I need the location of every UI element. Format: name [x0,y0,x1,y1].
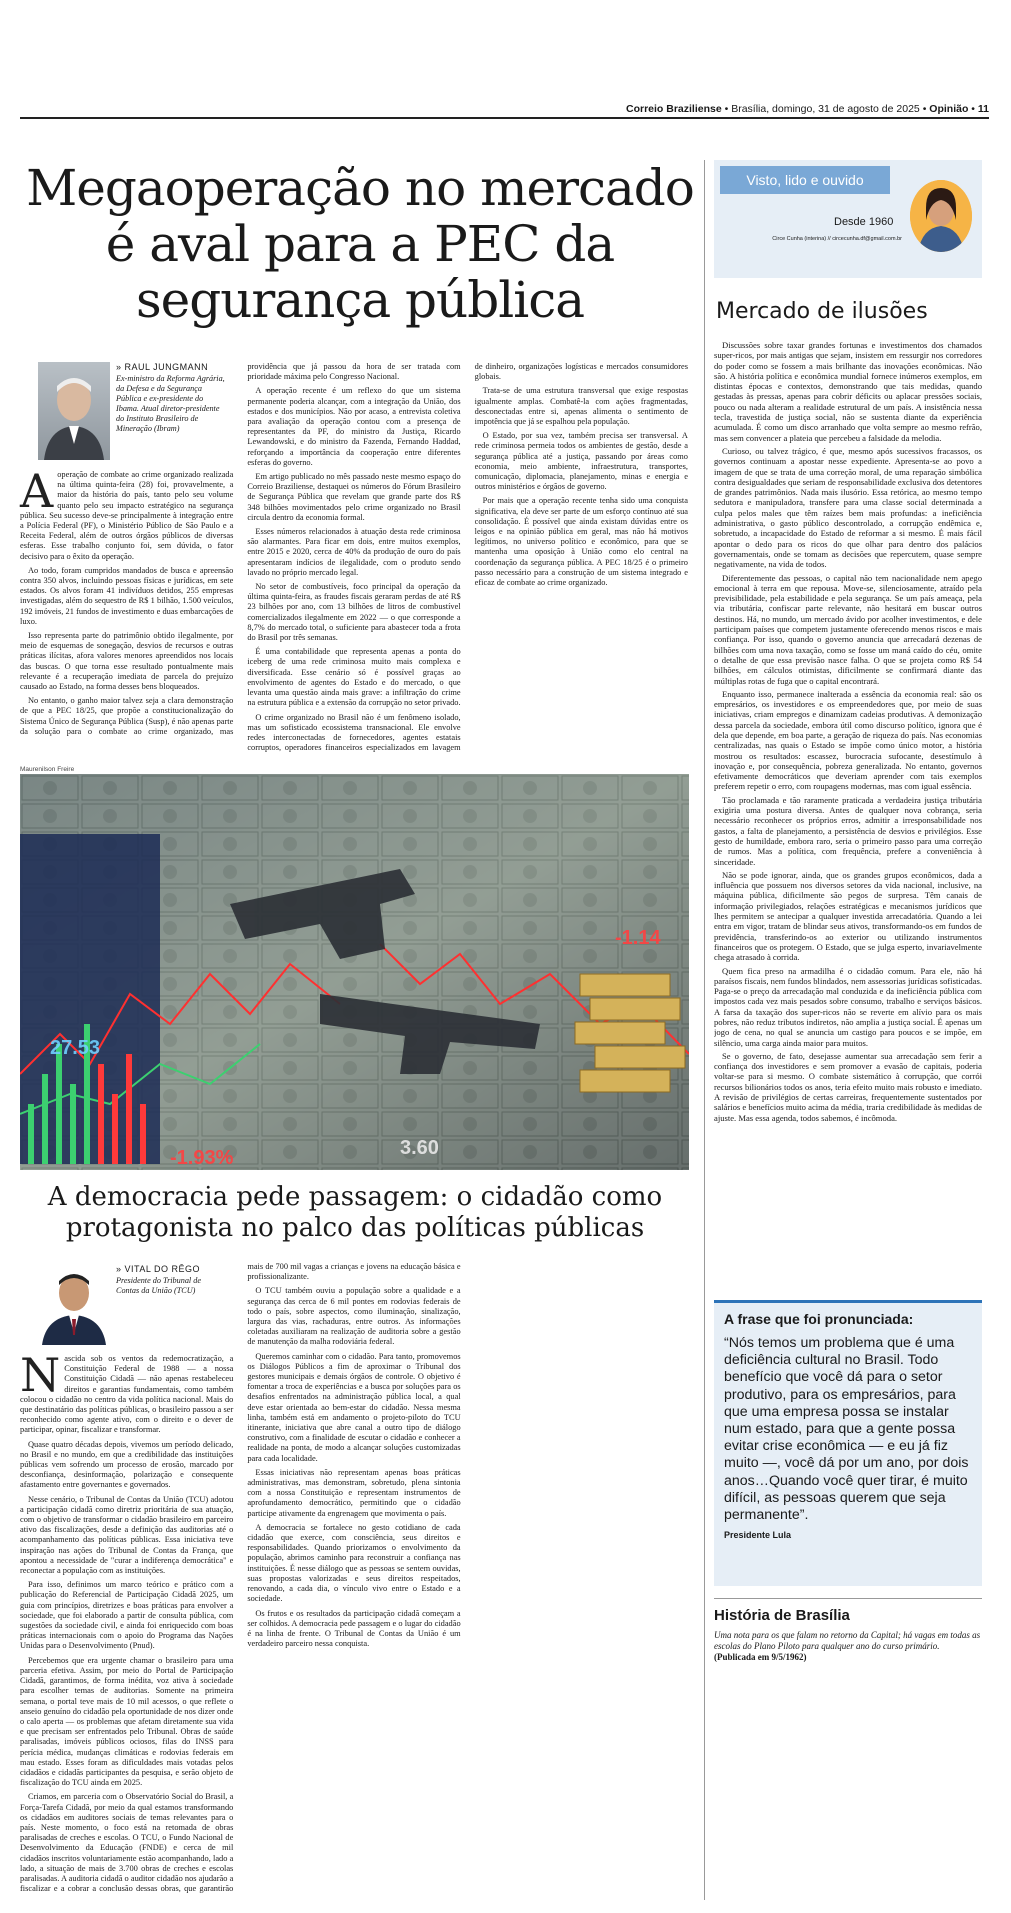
author-name: » VITAL DO RÊGO [116,1264,201,1274]
svg-text:3.60: 3.60 [400,1137,439,1159]
paragraph: Esses números relacionados à atuação desta rede criminosa são alarmantes. Para ficar em dois, entre muitos exemplos, entre 2015 e 2020, cerca de 40% da produção de ouro do país apresentaram indícios de ilegalidade, com o produto sendo lavado no próprio mercado legal. [247,527,461,577]
paragraph: Criamos, em parceria com o Observatório Social do Brasil, a Força-Tarefa Cidadã, por meio da qual estamos transformando os cidadãos em auditores sociais de temas relevantes para o país. Neste momento, o foco está na retomada de obras paralisadas de creches e escolas. O TCU, o Fundo Nacional de Desenvolvimento da Educação (FNDE) e cerca de mil cidadãos inscritos voluntariamente estão acompanhando, lado a lado, a situação de mais de 3.700 obras de creches e escolas paralisadas. A auditoria cidadã o auditor cidadão nos ajudarão a fiscalizar e a cobrar a conclusão dessas obras, que garantirão mais de 700 mil vagas a crianças e jovens na educação básica e profissionalizante. [20,1262,461,1894]
paragraph: Nesse cenário, o Tribunal de Contas da União (TCU) adotou a participação cidadã como diretriz prioritária de sua atuação, com o objetivo de transformar o cidadão brasileiro em parceiro ativo das fiscalizações, desde a definição das auditorias até o acompanhamento das políticas públicas. Essa iniciativa teve inspiração nas ações do Tribunal de Contas da França, que apontou a necessidade de "curar a indiferença democrática" e reconectar a população com as instituições. [20,1494,234,1576]
author-line: Circe Cunha (interina) // circecunha.df@gmail.com.br [772,236,902,242]
article1-body [20,362,688,757]
paragraph: Para isso, definimos um marco teórico e prático com a publicação do Referencial de Participação Cidadã 2025, um guia com princípios, diretrizes e boas práticas para envolver a sociedade, que foi elaborado a partir de consulta pública, com sugestões da sociedade civil, e ainda foi enriquecido com boas práticas internacionais com o apoio do Programa das Nações Unidas para o Desenvolvimento (Pnud). [20,1580,234,1651]
paragraph: Percebemos que era urgente chamar o brasileiro para uma parceria efetiva. Assim, por meio do Portal de Participação Cidadã, garantimos, de forma inédita, voz ativa à sociedade para escolher temas de auditorias. Somente na primeira semana, o portal teve mais de 10 mil acessos, o que reflete o anseio genuíno do cidadão pela oportunidade de nos dizer onde o calo aperta — os problemas que afetam diretamente sua vida e que precisam ser enfrentados pelo Tribunal. Obras de saúde paralisadas, imóveis públicos ociosos, filas do INSS para perícia médica, mudanças climáticas e rodovias federais em mau estado. Esses foram as dificuldades mais votadas pelos cidadãos e cidadãs participantes da pesquisa, e serão objeto de fiscalização do TCU ainda em 2025. [20,1655,234,1788]
paragraph: No entanto, o ganho maior talvez seja a clara demonstração de que a PEC 18/25, que propõe a constitucionalização do Sistema Único de Segurança Pública (Susp), é não apenas parte da solução para o combate ao crime organizado, mas providência que já passou da hora de ser tratada com prioridade máxima pelo Congresso Nacional. [20,362,461,736]
dropcap: N [20,1348,61,1402]
dropcap: A [20,464,54,518]
paragraph: Quase quatro décadas depois, vivemos um período delicado, no Brasil e no mundo, em que a credibilidade das instituições públicas vem sofrendo um processo de erosão, marcado por desconfiança, desinformação, polarização e consequente afastamento entre governantes e governados. [20,1439,234,1490]
paragraph: Curioso, ou talvez trágico, é que, mesmo após sucessivos fracassos, os governos continuam a apostar nesse expediente. Apresenta-se ao povo a imagem de que se trata de uma correção moral, de uma reparação simbólica contra desigualdades que seriam de responsabilidade exclusiva dos detentores de grandes patrimônios. Nada mais ilusório. Essa retórica, ao mesmo tempo sedutora e manipuladora, transfere para uma classe social determinada a culpa pelos males que têm raízes bem mais profundas: a ineficiência administrativa, o gasto público descontrolado, a corrupção endêmica e, sobretudo, a incapacidade do Estado de reformar a si mesmo. É mais fácil apontar o dedo para os ricos do que olhar para dentro dos palácios governamentais, onde se tomam as decisões que repercutem, quase sempre negativamente, na vida de todos. [714,445,982,570]
paragraph: Trata-se de uma estrutura transversal que exige respostas igualmente amplas. Combatê-la com ações fragmentadas, desconectadas entre si, apenas alimenta o sentimento de impotência que já se espalhou pela população. [474,386,688,427]
paragraph: Por mais que a operação recente tenha sido uma conquista significativa, ela deve ser parte de um esforço contínuo até sua consolidação. É possível que ainda existam dúvidas entre os leigos e na opinião pública em geral, mas não há motivos legítimos, no universo político e econômico, para que se mantenha uma oposição à União como elo central na coordenação da segurança pública. A PEC 18/25 é o primeiro passo necessário para a construção de um sistema integrado e eficaz de combate ao crime organizado. [474,496,688,588]
history-box [714,1598,982,1663]
history-ref: (Publicada em 9/5/1962) [714,1652,807,1662]
header-rule [20,117,989,119]
column-title: Visto, lido e ouvido [746,172,864,188]
svg-text:27.53: 27.53 [50,1037,101,1059]
paragraph: A democracia se fortalece no gesto cotidiano de cada cidadão que exerce, com consciência, seus direitos e responsabilidades. Quando priorizamos o envolvimento da população, abrimos caminho para reconstruir a confiança nas instituições. É nesse diálogo que as pessoas se sentem ouvidas, suas propostas valorizadas e seus direitos respeitados, renovando, a cada dia, o vínculo vivo entre o Estado e a sociedade. [247,1522,461,1604]
photo-credit: Maurenilson Freire [20,766,75,773]
newspaper-name: Correio Braziliense [625,103,722,115]
quote-text: “Nós temos um problema que é uma deficiência cultural no Brasil. Todo benefício que você dá para o setor produtivo, para os empresários, para que uma empresa possa se instalar num estado, para que a gente possa evitar crise econômica — e eu já fiz muito —, você dá por um ano, por dois anos…Quando você quer tirar, é muito difícil, as pessoas querem que seja permanente”. [724,1335,969,1524]
paragraph: No setor de combustíveis, foco principal da operação da última quinta-feira, as fraudes fiscais geraram perdas de até R$ 23 bilhões por ano, com 13 bilhões de litros de combustível comercializados ilegalmente em 2022 — o que corresponde a 8,7% do mercado total, o suficiente para abastecer toda a frota do Brasil por três semanas. [247,582,461,643]
paragraph: operação de combate ao crime organizado realizada na última quinta-feira (28) foi, provavelmente, a maior da história do país, tanto pelo seu volume quanto pelo seu impacto estratégico na segurança pública. Seu sucesso deve-se principalmente à integração entre a Polícia Federal (PF), o Ministério Público de São Paulo e a Receita Federal, além de outros órgãos públicos de diversas esferas. Esse trabalho conjunto foi, sem dúvida, o fator decisivo para o êxito da operação. [20,470,234,561]
page-number: 11 [977,103,989,115]
sidebar-divider [704,160,705,1900]
paragraph: Diferentemente das pessoas, o capital não tem nacionalidade nem apego emocional à terra em que repousa. Move-se, silenciosamente, atraído pela previsibilidade, pela estabilidade e pela segurança. Se um país ameaça, pela via tributária, confiscar parte relevante, não hesitará em buscar outros destinos. Há, no mundo, um mercado ávido por acolher investimentos, e dele participam países que competem justamente oferecendo menos riscos e mais confiança. Por isso, quando o governo anuncia que arrecadará dezenas de bilhões com uma nova taxação, como se fosse um maná caído do céu, omite o detalhe de que essa previsão nasce falha. O que se projeta como R$ 54 bilhões, em cálculos otimistas, dificilmente se confirmará diante das múltiplas rotas de fuga que o capital encontrará. [714,572,982,686]
quote-title: A frase que foi pronunciada: [724,1311,914,1327]
paragraph: Tão proclamada e tão raramente praticada a verdadeira justiça tributária exigiria uma postura diversa. Antes de qualquer nova cobrança, seria necessário reconhecer os próprios erros, admitir a irresponsabilidade nos gastos, a falta de planejamento, a persistência de desvios e privilégios. Esse gesto de humildade, embora raro, seria o primeiro passo para uma correção de rumos. Mas a política, com frequência, prefere a conveniência à sinceridade. [714,794,982,867]
author-name: » RAUL JUNGMANN [116,362,209,372]
svg-text:-1.14: -1.14 [615,927,661,949]
since-label: Desde 1960 [834,216,894,228]
history-title: História de Brasília [714,1607,850,1624]
paragraph: O Estado, por sua vez, também precisa ser transversal. A rede criminosa permeia todos os ambientes de gestão, desde a segurança pública até a justiça, passando por áreas como economia, meio ambiente, infraestrutura, transportes, comunicação, diplomacia, planejamento, minas e energia e outros ministérios e órgãos de governo. [474,431,688,492]
paragraph: O TCU também ouviu a população sobre a qualidade e a segurança das cerca de 6 mil pontes em rodovias federais de todo o país, sobre aspectos, como iluminação, sinalização, largura das vias, rachaduras, entre outros. As informações coletadas auxiliaram na realização de auditoria sobre a gestão de manutenção da malha rodoviária federal. [247,1286,461,1347]
article2-title: A democracia pede passagem: o cidadão como protagonista no palco das políticas públicas [47,1182,663,1243]
paragraph: Não se pode ignorar, ainda, que os grandes grupos econômicos, dada a influência que possuem nos diversos setores da vida nacional, inclusive, na máquina pública, dificilmente são pegos de surpresa. Têm canais de informação privilegiados, relações estratégicas e mecanismos jurídicos que lhes permitem se antecipar a qualquer investida arrecadatória. Quando a lei entra em vigor, tratam de blindar seus ativos, transformando-os em fundos de previdência, transferindo-os ao exterior ou utilizando instrumentos financeiros que os protegem. O Estado, que se julga esperto, invariavelmente chega atrasado à corrida. [714,869,982,963]
paragraph: Queremos caminhar com o cidadão. Para tanto, promovemos os Diálogos Públicos a fim de aproximar o Tribunal dos gestores municipais e demais órgãos de controle. O objetivo é fomentar a troca de experiências e a busca por soluções para os desafios enfrentados na administração pública local, a qual deve estar orientada ao bem-estar do cidadão. Nessa mesma linha, também está em andamento o projeto-piloto do TCU itinerante, iniciativa que abre canal a outro tipo de diálogo construtivo, com a finalidade de escutar o cidadão e conhecer a realidade na ponta, de modo a alcançar soluções customizadas para cada localidade. [247,1351,461,1463]
sidebar-article-title: Mercado de ilusões [716,299,928,324]
paragraph: Os frutos e os resultados da participação cidadã começam a ser colhidos. A democracia pede passagem e o lugar do cidadão é na linha de frente. O Tribunal de Contas da União é um verdadeiro parceiro nessa conquista. [247,1608,461,1649]
article2-body [20,1262,688,1902]
author-role: Ex-ministro da Reforma Agrária, da Defesa e da Segurança Pública e ex-presidente do Ibama. Atual diretor-presidente do Instituto Brasileiro de Mineração (Ibram) [116,374,225,433]
history-text: Uma nota para os que falam no retorno da Capital; há vagas em todas as escolas do Plano Piloto para qualquer ano do curso primário. [714,1630,981,1651]
paragraph: Se o governo, de fato, desejasse aumentar sua arrecadação sem ferir a confiança dos investidores e sem promover a evasão de capitais, poderia voltar-se para si mesmo. O combate sistemático à corrupção, que corrói recursos bilionários todos os anos, teria efeito muito mais robusto e imediato. A revisão de privilégios de certas carreiras, frequentemente sustentados por salários e benefícios muito acima da média, traria credibilidade às medidas de ajuste. Mas essa agenda, todos sabemos, é incômoda. [714,1050,982,1123]
sidebar-article-body [714,340,982,1280]
article1-title: Megaoperação no mercado é aval para a PEC da segurança pública [26,159,694,329]
column-header [714,160,982,278]
paragraph: Essas iniciativas não representam apenas boas práticas administrativas, mas demonstram, sobretudo, plena sintonia com a nossa Constituição e representam instrumentos de aprofundamento democrático, permitindo que o cidadão participe ativamente da engrenagem que movimenta o país. [247,1467,461,1518]
paragraph: Discussões sobre taxar grandes fortunas e investimentos dos chamados super-ricos, por mais antigas que sejam, insistem em ressurgir nos corredores do poder como se fossem a mais brilhante das inovações econômicas. Não são. A história política e econômica mundial fornece inúmeros exemplos, em distintas épocas e contextos, demonstrando que tais medidas, quando gestadas às pressas, apenas para cobrir déficits ou aplacar pressões sociais, pouco ou nada alteram a realidade estrutural de um país. A insistência nessa tecla, travestida de justiça social, não se sustenta diante da experiência acumulada. É como um disco arranhado que volta sempre ao mesmo refrão, mas sem convencer a plateia que percebeu a falsidade da melodia. [714,340,982,443]
quote-box [714,1300,982,1586]
author-photo-circe [910,180,972,252]
author-role: Presidente do Tribunal de Contas da União (TCU) [116,1276,201,1295]
paragraph: ascida sob os ventos da redemocratização, a Constituição Federal de 1988 — a nossa Constituição Cidadã — não apenas restabeleceu direitos e garantias fundamentais, como também colocou o cidadão no centro da vida política nacional. Mais do que destinatário das políticas públicas, o brasileiro passou a ser reconhecido como agente ativo, com o direito e o dever de participar, opinar, fiscalizar e transformar. [20,1354,234,1435]
paragraph: A operação recente é um reflexo do que um sistema permanente poderia alcançar, com a integração da União, dos estados e dos municípios. Não por acaso, a entrevista coletiva para avaliação da operação contou com a presença de representantes da PF, do ministro da Justiça, Ricardo Lewandowski, e do ministro da Fazenda, Fernando Haddad, reforçando a importância da cooperação entre diferentes esferas do governo. [247,386,461,467]
header-date: Brasília, domingo, 31 de agosto de 2025 [731,103,920,115]
paragraph: Em artigo publicado no mês passado neste mesmo espaço do Correio Braziliense, destaquei os números do Fórum Brasileiro de Segurança Pública que revelam que grande parte dos R$ 348 bilhões movimentados pelo crime organizado no Brasil circula dentro da economia formal. [247,472,461,522]
page-header: Correio Braziliense • Brasília, domingo, 31 de agosto de 2025 • Opinião • 11 [625,103,989,115]
paragraph: É uma contabilidade que representa apenas a ponta do iceberg de uma rede criminosa muito mais complexa e diversificada. Esse cenário só é possível graças ao envolvimento de agentes do Estado e do mercado, o que levanta uma questão ainda mais grave: a infiltração do crime na estrutura pública e a extensão da corrupção no setor privado. [247,647,461,708]
sidebar-column [714,160,982,1905]
paragraph: O crime organizado no Brasil não é um fenômeno isolado, mas um sofisticado ecossistema transnacional. Ele envolve redes interconectadas de fornecedores, agentes estatais corruptos, operadores financeiros especializados em lavagem de dinheiro, organizações logísticas e mercados consumidores globais. [247,362,688,753]
paragraph: Ao todo, foram cumpridos mandados de busca e apreensão contra 350 alvos, incluindo pessoas físicas e jurídicas, em sete estados. Os alvos foram 41 indivíduos detidos, 255 empresas investigadas, além do sequestro de R$ 1 bilhão, 1.500 veículos, 192 imóveis, 21 fundos de investimento e duas embarcações de luxo. [20,565,234,626]
paragraph: Enquanto isso, permanece inalterada a essência da economia real: são os empresários, os investidores e os empreendedores que, por meio de suas iniciativas, criam empregos e dinamizam cadeias produtivas. A demonização dessa parcela da sociedade, embora útil como discurso político, ignora que é dela que depende, em boa parte, a geração de riqueza do país. Nas economias centralizadas, nas quais o Estado se impõe como único motor, a história mostrou os resultados: escassez, burocracia sufocante, desestímulo à inovação e, por consequência, pobreza generalizada. No entanto, governos efetivamente democráticos que deveriam aprender com tais exemplos preferem repetir o erro, com roupagens modernas, mas com igual essência. [714,688,982,792]
illustration-money-crime [20,774,689,1170]
svg-text:-1.93%: -1.93% [170,1147,234,1169]
paragraph: Quem fica preso na armadilha é o cidadão comum. Para ele, não há paraísos fiscais, nem fundos blindados, nem assessorias jurídicas sofisticadas. Paga-se o preço da arrecadação mal conduzida e da ineficiência pública com impostos cada vez mais pesados sobre consumo, trabalho e serviços básicos. A farsa da taxação dos super-ricos não se reverte em alívio para os mais pobres, não reduz tributos indiretos, não amplia a justiça social. É apenas um jogo de cena, no qual se anuncia um castigo para poucos e se impõe, em silêncio, uma carga ainda maior para muitos. [714,965,982,1048]
quote-author: Presidente Lula [724,1530,792,1541]
paragraph: Isso representa parte do patrimônio obtido ilegalmente, por meio de esquemas de sonegação, desvios de recursos e outras práticas ilícitas, afora valores menores apreendidos nos locais das buscas. O que torna esse resultado pontualmente mais relevante é a recuperação imediata de parcela do prejuízo causado ao Estado, na forma desses bens bloqueados. [20,631,234,692]
column-title-banner [720,166,890,194]
section-name: Opinião [929,103,969,115]
